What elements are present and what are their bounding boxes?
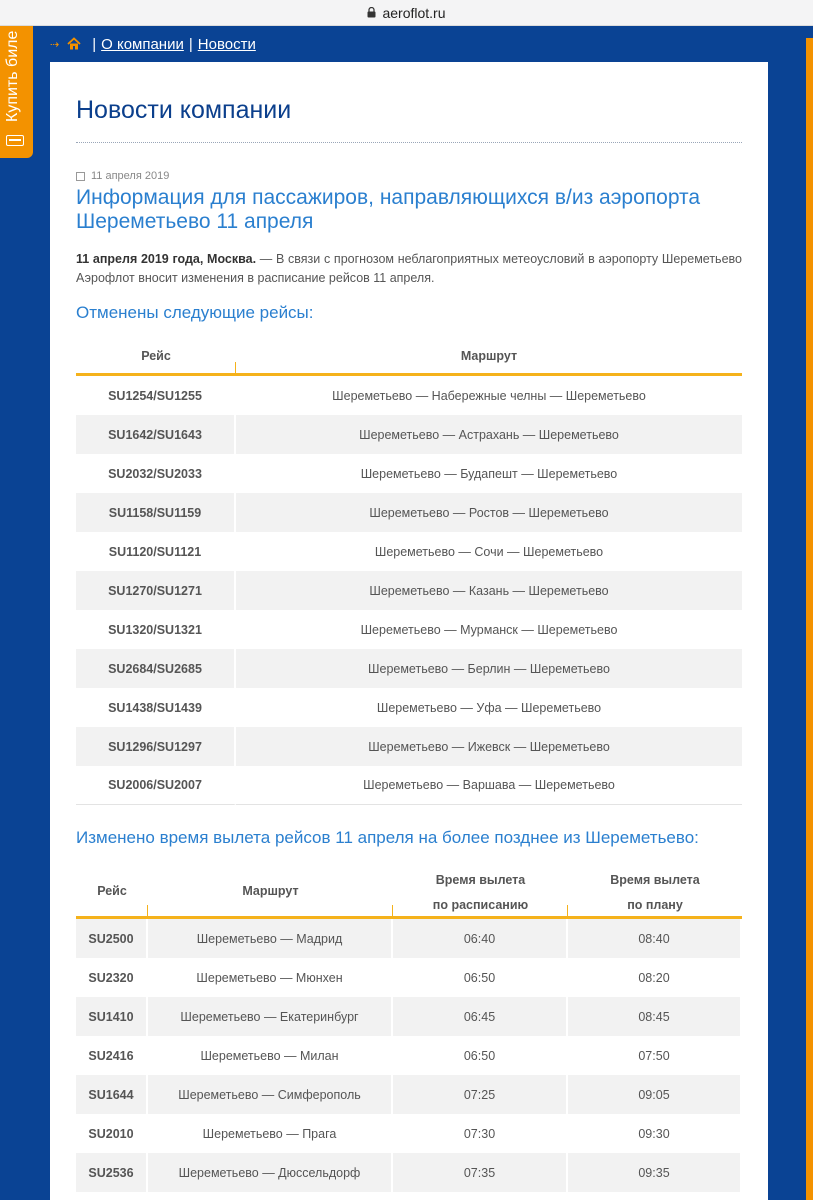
table-row xyxy=(76,688,742,727)
route-cell: Шереметьево — Казань — Шереметьево xyxy=(236,571,742,610)
route-cell: Шереметьево — Сочи — Шереметьево xyxy=(374,544,604,559)
route-cell: Шереметьево — Милан xyxy=(148,1036,393,1075)
flight-number-cell: SU2320 xyxy=(76,958,148,997)
table-row xyxy=(76,727,742,766)
route-cell: Шереметьево — Мурманск — Шереметьево xyxy=(360,622,618,637)
route-cell: Шереметьево — Екатеринбург xyxy=(148,997,393,1036)
route-cell: Шереметьево — Берлин — Шереметьево xyxy=(236,649,742,688)
article-date-text: 11 апреля 2019 xyxy=(91,170,170,182)
delayed-flights-table xyxy=(76,865,742,1192)
flight-number-cell: SU1642/SU1643 xyxy=(76,415,236,454)
article-date xyxy=(76,170,169,182)
table-row xyxy=(76,454,742,493)
breadcrumb-separator: | xyxy=(188,35,193,53)
column-header-flight: Рейс xyxy=(76,339,236,376)
lead-bold: 11 апреля 2019 года, Москва. xyxy=(76,252,257,266)
table-row xyxy=(76,997,742,1036)
flight-number-cell: SU1120/SU1121 xyxy=(76,532,236,571)
table-row xyxy=(76,649,742,688)
route-cell: Шереметьево — Мадрид xyxy=(148,919,393,958)
flight-number-cell: SU2032/SU2033 xyxy=(76,454,236,493)
main-content xyxy=(50,62,768,1200)
route-cell: Шереметьево — Варшава — Шереметьево xyxy=(236,766,742,805)
browser-url-bar[interactable] xyxy=(0,0,813,26)
table-row xyxy=(76,610,742,649)
planned-time-cell: 09:30 xyxy=(568,1114,742,1153)
right-edge-top xyxy=(806,26,813,38)
flight-number-cell: SU1320/SU1321 xyxy=(76,610,236,649)
route-cell: Шереметьево — Мюнхен xyxy=(148,958,393,997)
table-row xyxy=(76,493,742,532)
scheduled-time-cell: 06:50 xyxy=(393,958,568,997)
planned-time-cell: 09:35 xyxy=(568,1153,742,1192)
table-row xyxy=(76,571,742,610)
column-header-route: Маршрут xyxy=(236,339,742,376)
table-row xyxy=(76,376,742,415)
route-cell: Шереметьево — Ростов — Шереметьево xyxy=(236,493,742,532)
route-cell: Шереметьево — Будапешт — Шереметьево xyxy=(360,466,618,481)
table-row xyxy=(76,1153,742,1192)
table-row xyxy=(76,415,742,454)
buy-ticket-label: Купить биле xyxy=(4,30,21,122)
flight-number-cell: SU1296/SU1297 xyxy=(76,727,236,766)
article-title: Информация для пассажиров, направляющихся в/из аэропорта Шереметьево 11 апреля xyxy=(76,186,701,233)
cancelled-flights-table xyxy=(76,339,742,805)
flight-number-cell: SU2684/SU2685 xyxy=(76,649,236,688)
scheduled-time-cell: 06:50 xyxy=(393,1036,568,1075)
route-cell: Шереметьево — Прага xyxy=(148,1114,393,1153)
column-header-flight: Рейс xyxy=(76,865,148,919)
page-title: Новости компании xyxy=(76,96,292,124)
scheduled-time-cell: 06:40 xyxy=(393,919,568,958)
column-header-route: Маршрут xyxy=(148,865,393,919)
flight-number-cell: SU1410 xyxy=(76,997,148,1036)
planned-time-cell: 08:40 xyxy=(568,919,742,958)
home-icon[interactable] xyxy=(67,37,81,51)
table-row xyxy=(76,532,742,571)
scheduled-time-cell: 07:25 xyxy=(393,1075,568,1114)
route-cell: Шереметьево — Уфа — Шереметьево xyxy=(376,700,602,715)
lead-text: — В связи с прогнозом неблагоприятных метеоусловий в аэропорту Шереметьево Аэрофлот вносит изменения в расписание рейсов 11 апреля. xyxy=(76,252,742,285)
breadcrumb-arrow-icon: ⇢ xyxy=(50,38,60,51)
flight-number-cell: SU2500 xyxy=(76,919,148,958)
browser-domain: aeroflot.ru xyxy=(382,4,446,21)
planned-time-cell: 09:05 xyxy=(568,1075,742,1114)
route-cell: Шереметьево — Астрахань — Шереметьево xyxy=(236,415,742,454)
route-cell: Шереметьево — Дюссельдорф xyxy=(148,1153,393,1192)
flight-number-cell: SU2416 xyxy=(76,1036,148,1075)
flight-number-cell: SU1438/SU1439 xyxy=(76,688,236,727)
table-row xyxy=(76,766,742,805)
flight-number-cell: SU2536 xyxy=(76,1153,148,1192)
right-side-tab[interactable] xyxy=(806,26,813,1200)
route-cell: Шереметьево — Набережные челны — Шереметьево xyxy=(332,388,646,403)
flight-number-cell: SU2006/SU2007 xyxy=(76,766,236,805)
lock-icon xyxy=(367,5,376,21)
planned-time-cell: 07:50 xyxy=(568,1036,742,1075)
breadcrumb xyxy=(50,34,256,54)
breadcrumb-link-news[interactable]: Новости xyxy=(197,35,256,53)
scheduled-time-cell: 07:35 xyxy=(393,1153,568,1192)
scheduled-time-cell: 07:30 xyxy=(393,1114,568,1153)
cancelled-section-title: Отменены следующие рейсы: xyxy=(76,303,314,322)
flight-number-cell: SU1270/SU1271 xyxy=(76,571,236,610)
column-header-scheduled-bottom: по расписанию xyxy=(393,894,568,919)
breadcrumb-link-about[interactable]: О компании xyxy=(101,35,184,53)
delayed-section-title: Изменено время вылета рейсов 11 апреля на более позднее из Шереметьево: xyxy=(76,828,699,847)
route-cell: Шереметьево — Ижевск — Шереметьево xyxy=(236,727,742,766)
column-header-planned-top: Время вылета xyxy=(610,872,700,887)
flight-number-cell: SU1644 xyxy=(76,1075,148,1114)
table-row xyxy=(76,1036,742,1075)
scheduled-time-cell: 06:45 xyxy=(393,997,568,1036)
flight-number-cell: SU2010 xyxy=(76,1114,148,1153)
planned-time-cell: 08:20 xyxy=(568,958,742,997)
title-divider xyxy=(76,142,742,143)
route-cell: Шереметьево — Симферополь xyxy=(148,1075,393,1114)
column-header-scheduled-top: Время вылета xyxy=(435,872,526,887)
flight-number-cell: SU1254/SU1255 xyxy=(76,376,236,415)
calendar-icon xyxy=(76,172,85,181)
ticket-card-icon xyxy=(6,135,24,146)
flight-number-cell: SU1158/SU1159 xyxy=(76,493,236,532)
breadcrumb-separator: | xyxy=(92,35,97,53)
table-row xyxy=(76,958,742,997)
column-header-planned-bottom: по плану xyxy=(568,894,742,919)
article-lead xyxy=(76,250,742,288)
table-row xyxy=(76,919,742,958)
table-row xyxy=(76,1114,742,1153)
buy-ticket-tab[interactable] xyxy=(0,26,33,158)
table-row xyxy=(76,1075,742,1114)
planned-time-cell: 08:45 xyxy=(568,997,742,1036)
